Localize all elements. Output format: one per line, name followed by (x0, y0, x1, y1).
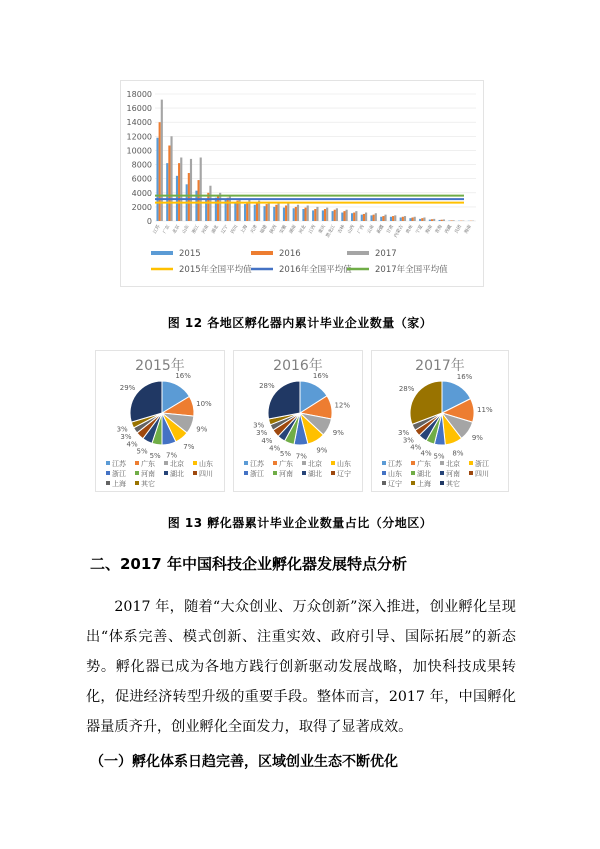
bar-2017-12 (268, 202, 270, 221)
pie-legend-label: 浙江 (475, 460, 489, 468)
y-tick-label: 0 (146, 217, 152, 226)
pie-percent-label: 4% (410, 443, 422, 452)
x-tick-label: 湖南 (288, 224, 298, 235)
x-tick-label: 甘肃 (386, 224, 396, 235)
x-tick-label: 海南 (464, 224, 473, 235)
body-paragraph: 2017 年，随着“大众创业、万众创新”深入推进，创业孵化呈现出“体系完善、模式创新、注重实效、政府引导、国际拓展”的新态势。孵化器已成为各地方践行创新驱动发展战略，加快科技成果转化，促进经济转型升级的重要手段。整体而言，2017 年，中国孵化器量质齐升，创业孵化全面发力，取得了显著成效。 (86, 599, 516, 735)
x-tick-label: 浙江 (191, 224, 201, 235)
bar-2017-25 (394, 215, 396, 221)
pie-percent-label: 3% (402, 436, 414, 445)
bar-2015-21 (351, 213, 353, 221)
x-tick-label: 上海 (240, 224, 250, 235)
pie-panel-2017 (371, 350, 509, 492)
pie-legend-label: 辽宁 (388, 480, 402, 488)
pie-percent-label: 3% (120, 432, 132, 441)
pie-legend-label: 山东 (388, 470, 402, 478)
bar-2015-12 (263, 206, 265, 221)
pie-legend-label: 山东 (199, 460, 213, 468)
x-tick-label: 兵团 (454, 224, 464, 235)
bar-2015-9 (234, 203, 236, 221)
pie-legend-label: 江苏 (112, 460, 126, 468)
legend-label: 2017 (375, 249, 397, 259)
pie-legend-swatch (193, 461, 197, 465)
bar-2017-27 (414, 217, 416, 221)
bar-2016-30 (441, 220, 443, 221)
pie-legend-swatch (382, 481, 386, 485)
bar-2017-5 (200, 158, 202, 222)
bar-2015-27 (409, 218, 411, 221)
bar-2017-7 (219, 193, 221, 221)
x-tick-label: 天津 (250, 224, 259, 235)
y-tick-label: 12000 (126, 132, 152, 142)
pie-legend-swatch (440, 461, 444, 465)
pie-percent-label: 5% (433, 452, 445, 461)
x-tick-label: 贵州 (405, 224, 415, 235)
legend-label: 2016 (279, 249, 301, 259)
pie-percent-label: 5% (136, 447, 148, 456)
bar-2016-1 (159, 122, 161, 221)
bar-2016-31 (450, 220, 452, 221)
x-tick-label: 山东 (181, 224, 191, 235)
pie-legend-swatch (440, 481, 444, 485)
pie-percent-label: 9% (471, 433, 483, 442)
x-tick-label: 黑龙江 (325, 224, 337, 239)
bar-2015-19 (332, 211, 334, 221)
x-tick-label: 广东 (162, 224, 172, 235)
bar-2016-8 (227, 198, 229, 221)
x-tick-label: 辽宁 (220, 224, 230, 235)
pie-percent-label: 3% (398, 428, 410, 437)
pie-legend-swatch (331, 461, 335, 465)
pie-percent-label: 16% (456, 372, 473, 381)
bar-2016-6 (207, 193, 209, 221)
bar-2016-29 (431, 219, 433, 221)
pie-percent-label: 7% (295, 452, 307, 461)
bar-2016-11 (256, 203, 258, 221)
pie-legend-label: 浙江 (250, 470, 264, 478)
bar-2017-30 (443, 219, 445, 221)
bar-2015-10 (244, 204, 246, 221)
bar-2015-11 (254, 205, 256, 221)
bar-2017-28 (423, 217, 425, 221)
bar-2015-7 (215, 198, 217, 221)
pie-percent-label: 10% (196, 399, 212, 408)
bar-2016-14 (285, 205, 287, 221)
pie-legend-label: 湖北 (417, 470, 431, 478)
bar-2015-29 (429, 220, 431, 221)
pie-legend-swatch (193, 471, 197, 475)
bar-2017-2 (170, 136, 172, 221)
pie-percent-label: 4% (420, 449, 432, 458)
bar-2017-14 (287, 203, 289, 221)
bar-2016-17 (314, 209, 316, 221)
pie-legend-label: 上海 (417, 480, 431, 488)
pie-percent-label: 7% (166, 451, 178, 460)
pie-legend-label: 广东 (417, 460, 431, 468)
pie-legend-swatch (244, 471, 248, 475)
pie-percent-label: 12% (334, 401, 351, 410)
pie-legend-label: 浙江 (112, 470, 126, 478)
bar-2016-5 (198, 180, 200, 221)
pie-percent-label: 16% (175, 372, 191, 381)
pie-legend-label: 其它 (446, 480, 460, 488)
pie-chart-2015 (96, 351, 224, 491)
bar-2015-20 (341, 213, 343, 221)
bar-2016-22 (363, 214, 365, 221)
bar-2017-15 (297, 205, 299, 221)
pie-title: 2015年 (135, 358, 185, 374)
pie-legend-label: 湖北 (308, 470, 322, 478)
x-tick-label: 云南 (366, 224, 376, 235)
y-tick-label: 6000 (131, 174, 152, 184)
pie-legend-label: 四川 (199, 470, 213, 478)
pie-percent-label: 8% (452, 449, 464, 458)
pie-percent-label: 7% (183, 443, 195, 452)
bar-2015-1 (156, 138, 158, 221)
bar-2015-23 (370, 215, 372, 221)
pie-legend-label: 四川 (475, 470, 489, 478)
bar-2015-13 (273, 207, 275, 221)
x-tick-label: 广西 (357, 224, 366, 235)
bar-chart-panel (120, 80, 484, 287)
pie-legend-label: 广东 (141, 460, 155, 468)
bar-2015-18 (322, 210, 324, 221)
y-tick-label: 18000 (126, 90, 152, 99)
bar-2015-17 (312, 210, 314, 221)
bar-2016-13 (275, 205, 277, 221)
pie-legend-label: 河南 (279, 470, 293, 478)
bar-2017-16 (307, 205, 309, 221)
x-tick-label: 重庆 (318, 224, 327, 235)
pie-legend-swatch (469, 461, 473, 465)
section-title: 二、2017 年中国科技企业孵化器发展特点分析 (90, 555, 407, 573)
pie-legend-swatch (106, 471, 110, 475)
pie-percent-label: 4% (126, 440, 138, 449)
bar-2017-26 (404, 216, 406, 221)
pie-legend-label: 广东 (279, 460, 293, 468)
bar-2015-2 (166, 163, 168, 221)
legend-swatch (151, 251, 173, 255)
bar-2016-28 (421, 218, 423, 221)
pie-legend-swatch (244, 461, 248, 465)
pie-legend-label: 江苏 (250, 460, 264, 468)
x-tick-label: 西藏 (444, 224, 454, 235)
bar-2017-17 (316, 207, 318, 221)
pie-legend-swatch (302, 471, 306, 475)
bar-2015-16 (302, 209, 304, 221)
pie-legend-swatch (411, 481, 415, 485)
bar-2017-29 (433, 219, 435, 221)
pie-legend-swatch (135, 461, 139, 465)
bar-2016-26 (402, 217, 404, 221)
pie-legend-swatch (411, 471, 415, 475)
pie-legend-label: 河南 (446, 470, 460, 478)
pie-legend-label: 其它 (141, 480, 155, 488)
x-tick-label: 吉林 (337, 224, 347, 235)
pie-percent-label: 4% (269, 444, 281, 453)
y-tick-label: 8000 (131, 160, 152, 170)
bar-2017-31 (453, 220, 455, 221)
legend-label: 2016年全国平均值 (279, 265, 352, 275)
bar-2015-25 (390, 217, 392, 221)
pie-percent-label: 9% (332, 429, 344, 438)
bar-2017-24 (384, 215, 386, 221)
pie-chart-2016 (234, 351, 362, 491)
legend-swatch (347, 251, 369, 255)
pie-percent-label: 29% (119, 383, 136, 392)
x-tick-label: 山西 (347, 224, 357, 235)
legend-label: 2017年全国平均值 (375, 265, 448, 275)
bar-2015-28 (419, 219, 421, 221)
y-tick-label: 2000 (131, 202, 152, 212)
pie-percent-label: 3% (116, 425, 128, 434)
bar-2016-3 (178, 163, 180, 221)
pie-percent-label: 5% (149, 451, 161, 460)
pie-legend-label: 湖北 (170, 470, 184, 478)
bar-2015-22 (361, 215, 363, 221)
bar-2016-2 (168, 146, 170, 221)
pie-percent-label: 28% (398, 385, 415, 394)
pie-legend-swatch (382, 461, 386, 465)
pie-chart-2017 (372, 351, 508, 491)
bar-2015-26 (400, 217, 402, 221)
pie-percent-label: 11% (477, 405, 493, 414)
pie-legend-swatch (469, 471, 473, 475)
pie-legend-label: 北京 (446, 460, 460, 468)
x-tick-label: 新疆 (376, 224, 386, 235)
bar-2017-3 (180, 158, 182, 222)
x-tick-label: 北京 (172, 224, 182, 235)
pie-percent-label: 3% (256, 429, 268, 438)
x-tick-label: 安徽 (279, 224, 289, 235)
pie-legend-swatch (135, 481, 139, 485)
pie-legend-swatch (273, 461, 277, 465)
x-tick-label: 江苏 (152, 224, 162, 235)
bar-2017-22 (365, 213, 367, 221)
pie-legend-swatch (302, 461, 306, 465)
bar-2017-23 (375, 213, 377, 221)
y-tick-label: 4000 (131, 188, 152, 198)
pie-percent-label: 28% (259, 382, 275, 391)
bar-2016-15 (295, 207, 297, 221)
x-tick-label: 陕西 (269, 224, 279, 235)
bar-2015-30 (439, 220, 441, 221)
bar-2016-16 (305, 208, 307, 221)
x-tick-label: 福建 (259, 224, 269, 235)
bar-2017-13 (277, 203, 279, 221)
bar-2016-21 (353, 213, 355, 221)
pie-legend-label: 江苏 (388, 460, 402, 468)
y-tick-label: 14000 (126, 118, 152, 128)
legend-label: 2015 (179, 249, 201, 259)
bar-2016-18 (324, 209, 326, 221)
x-tick-label: 海南 (425, 224, 434, 235)
pie-percent-label: 3% (253, 421, 265, 430)
pie-legend-swatch (440, 471, 444, 475)
pie-legend-label: 河南 (141, 470, 155, 478)
pie-percent-label: 16% (312, 371, 329, 380)
bar-2015-14 (283, 208, 285, 221)
bar-chart (121, 81, 483, 286)
x-tick-label: 宁夏 (415, 224, 425, 235)
pie-percent-label: 9% (316, 446, 328, 455)
bar-2017-20 (346, 210, 348, 221)
bar-2017-21 (355, 211, 357, 221)
pie-legend-swatch (164, 471, 168, 475)
pie-title: 2017年 (415, 358, 465, 374)
pie-legend-label: 山东 (337, 460, 351, 468)
y-tick-label: 16000 (126, 104, 152, 114)
figure13-caption: 图 13 孵化器累计毕业企业数量占比（分地区） (167, 516, 433, 530)
pie-panel-2016 (233, 350, 363, 492)
bar-2016-25 (392, 216, 394, 221)
pie-legend-label: 北京 (170, 460, 184, 468)
pie-percent-label: 4% (261, 436, 273, 445)
bar-2017-18 (326, 208, 328, 221)
bar-2016-19 (334, 210, 336, 221)
pie-percent-label: 5% (279, 449, 291, 458)
figure12-caption: 图 12 各地区孵化器内累计毕业企业数量（家） (167, 316, 433, 330)
bar-2016-24 (382, 216, 384, 221)
x-tick-label: 江西 (308, 224, 318, 235)
x-tick-label: 内蒙古 (393, 224, 405, 239)
pie-legend-swatch (382, 471, 386, 475)
pie-panel-2015 (95, 350, 225, 492)
bar-2016-12 (266, 204, 268, 221)
x-tick-label: 四川 (230, 224, 240, 235)
x-tick-label: 河北 (298, 224, 308, 235)
subsection-title: （一）孵化体系日趋完善，区域创业生态不断优化 (90, 754, 398, 770)
bar-2017-19 (336, 208, 338, 221)
x-tick-label: 河南 (201, 224, 211, 235)
bar-2016-23 (373, 215, 375, 221)
bar-2016-27 (412, 217, 414, 221)
pie-legend-swatch (135, 471, 139, 475)
legend-label: 2015年全国平均值 (179, 265, 252, 275)
pie-legend-swatch (164, 461, 168, 465)
pie-legend-swatch (273, 471, 277, 475)
pie-title: 2016年 (273, 358, 323, 374)
pie-legend-label: 北京 (308, 460, 322, 468)
x-tick-label: 湖北 (211, 224, 220, 235)
legend-swatch (251, 251, 273, 255)
pie-legend-swatch (411, 461, 415, 465)
x-tick-label: 青海 (434, 224, 444, 235)
bar-2015-15 (293, 208, 295, 221)
pie-percent-label: 9% (196, 425, 208, 434)
bar-2015-24 (380, 217, 382, 221)
bar-2016-10 (246, 202, 248, 221)
pie-legend-label: 上海 (112, 480, 126, 488)
bar-2016-4 (188, 173, 190, 221)
pie-legend-swatch (106, 461, 110, 465)
pie-legend-swatch (331, 471, 335, 475)
bar-2016-20 (343, 211, 345, 221)
pie-legend-label: 辽宁 (337, 470, 351, 478)
pie-legend-swatch (106, 481, 110, 485)
bar-2017-4 (190, 159, 192, 221)
y-tick-label: 10000 (126, 146, 152, 156)
